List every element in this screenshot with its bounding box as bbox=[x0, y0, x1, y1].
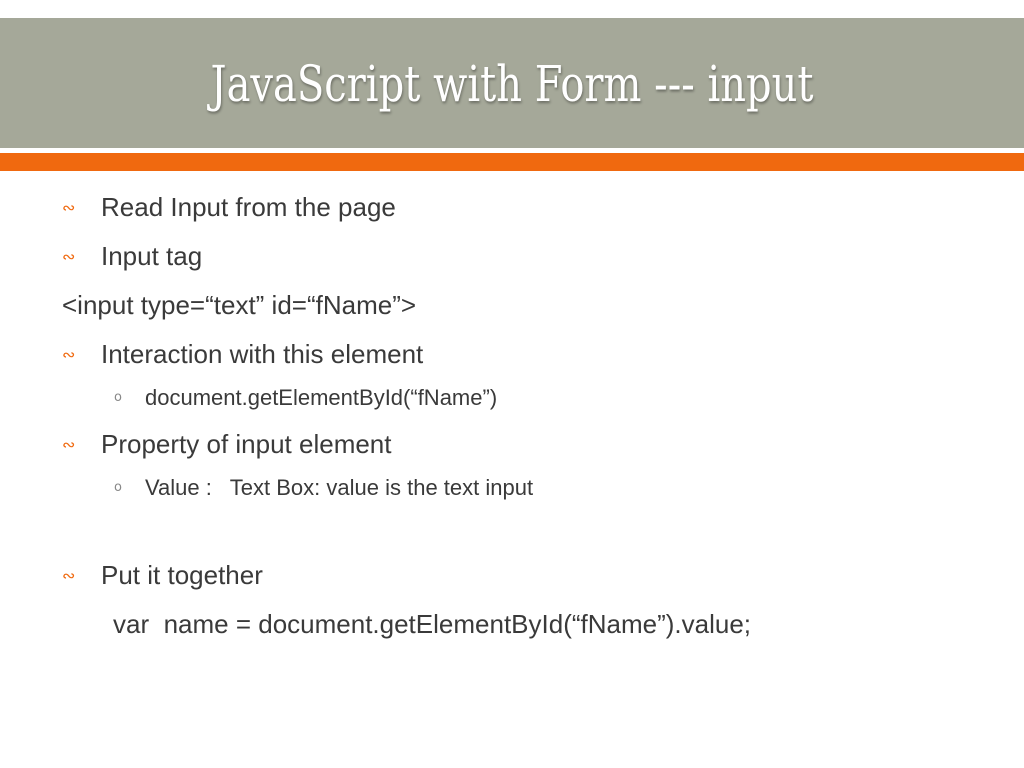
title-word-1: JavaScript bbox=[210, 55, 421, 113]
bullet-property: Property of input element bbox=[101, 429, 392, 459]
circle-bullet-icon: o bbox=[114, 480, 122, 495]
bullet-read-input: Read Input from the page bbox=[101, 192, 396, 222]
input-tag-code: <input type=“text” id=“fName”> bbox=[62, 290, 417, 320]
swirl-bullet-icon: ∾ bbox=[62, 247, 76, 266]
bullet-interaction: Interaction with this element bbox=[101, 339, 424, 369]
title-word-3: Form --- input bbox=[534, 55, 814, 113]
bullet-put-together: Put it together bbox=[101, 560, 263, 590]
swirl-bullet-icon: ∾ bbox=[62, 345, 76, 364]
circle-bullet-icon: o bbox=[114, 390, 122, 405]
sub-value: Value : Text Box: value is the text input bbox=[145, 475, 534, 500]
swirl-bullet-icon: ∾ bbox=[62, 198, 76, 217]
swirl-bullet-icon: ∾ bbox=[62, 435, 76, 454]
final-code: var name = document.getElementById(“fName”).value; bbox=[113, 609, 752, 639]
swirl-bullet-icon: ∾ bbox=[62, 566, 76, 585]
title-word-2: with bbox=[433, 55, 522, 113]
sub-get-element: document.getElementById(“fName”) bbox=[145, 385, 498, 410]
bullet-input-tag: Input tag bbox=[101, 241, 203, 271]
